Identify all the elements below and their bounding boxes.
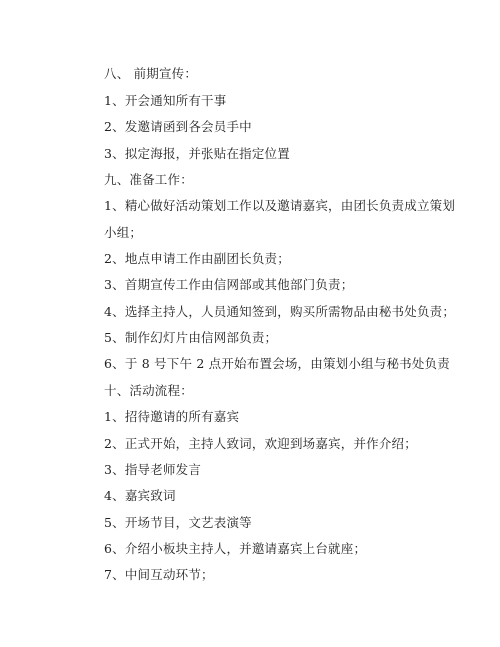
- list-item: 1、开会通知所有干事: [104, 93, 227, 108]
- list-item-continuation: 小组；: [104, 225, 143, 240]
- heading-section-8: 八、 前期宣传：: [104, 66, 198, 81]
- list-item: 4、选择主持人，人员通知签到，购买所需物品由秘书处负责；: [104, 304, 456, 319]
- list-item: 1、招待邀请的所有嘉宾: [104, 409, 240, 424]
- list-item: 3、指导老师发言: [104, 462, 202, 477]
- list-item: 3、首期宣传工作由信网部或其他部门负责；: [104, 277, 354, 292]
- list-item: 7、中间互动环节；: [104, 567, 214, 582]
- list-item: 4、嘉宾致词: [104, 488, 176, 503]
- list-item: 2、发邀请函到各会员手中: [104, 119, 252, 134]
- list-item: 1、精心做好活动策划工作以及邀请嘉宾，由团长负责成立策划: [104, 198, 456, 213]
- heading-section-10: 十、活动流程：: [104, 383, 193, 398]
- heading-section-9: 九、准备工作：: [104, 172, 193, 187]
- list-item: 5、制作幻灯片由信网部负责；: [104, 330, 278, 345]
- list-item: 5、开场节目，文艺表演等: [104, 515, 252, 530]
- list-item: 3、拟定海报，并张贴在指定位置: [104, 146, 290, 161]
- list-item: 2、地点申请工作由副团长负责；: [104, 251, 290, 266]
- list-item: 6、介绍小板块主持人，并邀请嘉宾上台就座；: [104, 541, 367, 556]
- list-item: 2、正式开始，主持人致词，欢迎到场嘉宾，并作介绍；: [104, 436, 417, 451]
- list-item: 6、于 8 号下午 2 点开始布置会场，由策划小组与秘书处负责: [104, 356, 450, 371]
